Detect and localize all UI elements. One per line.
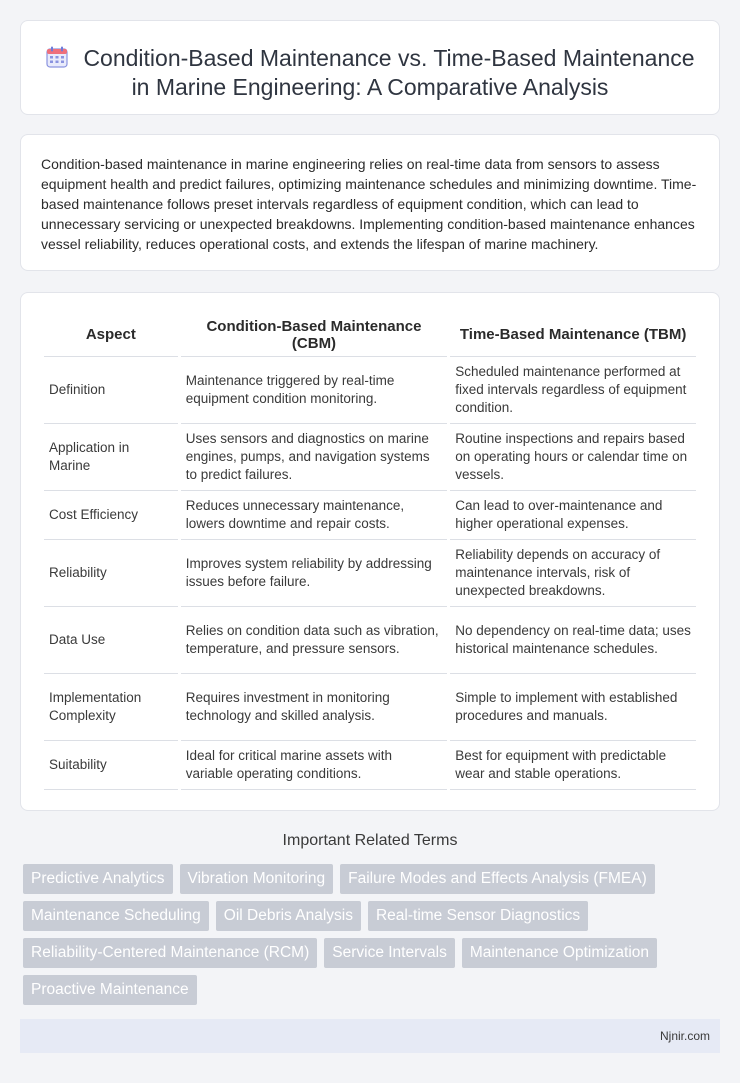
comparison-table-card — [20, 292, 720, 811]
related-term-tag[interactable]: Service Intervals — [324, 938, 455, 968]
header-tbm: Time-Based Maintenance (TBM) — [450, 313, 696, 357]
row-cbm: Improves system reliability by addressing issues before failure. — [181, 540, 448, 607]
table-row — [44, 607, 696, 674]
related-term-tag[interactable]: Proactive Maintenance — [23, 975, 197, 1005]
intro-paragraph: Condition-based maintenance in marine engineering relies on real-time data from sensors to assess equipment health and predict failures, optimizing maintenance schedules and minimizing downtime. Time-based maintenance follows preset intervals regardless of equipment condition, which can lead to unnecessary servicing or unexpected breakdowns. Implementing condition-based maintenance enhances vessel reliability, reduces operational costs, and extends the lifespan of marine machinery. — [41, 156, 697, 252]
related-term-tag[interactable]: Vibration Monitoring — [180, 864, 334, 894]
title-card — [20, 20, 720, 115]
row-aspect: Application in Marine — [44, 424, 178, 491]
row-tbm: Routine inspections and repairs based on operating hours or calendar time on vessels. — [450, 424, 696, 491]
header-cbm: Condition-Based Maintenance (CBM) — [181, 313, 448, 357]
related-term-tag[interactable]: Oil Debris Analysis — [216, 901, 361, 931]
row-aspect: Data Use — [44, 607, 178, 674]
row-aspect: Implementation Complexity — [44, 674, 178, 741]
footer-site-name[interactable]: Njnir.com — [659, 1029, 710, 1043]
row-cbm: Ideal for critical marine assets with variable operating conditions. — [181, 741, 448, 790]
related-term-tag[interactable]: Maintenance Optimization — [462, 938, 657, 968]
row-aspect: Reliability — [44, 540, 178, 607]
row-tbm: Scheduled maintenance performed at fixed intervals regardless of equipment condition. — [450, 357, 696, 424]
table-row — [44, 491, 696, 540]
row-tbm: Reliability depends on accuracy of maintenance intervals, risk of unexpected breakdowns. — [450, 540, 696, 607]
row-cbm: Uses sensors and diagnostics on marine engines, pumps, and navigation systems to predict failures. — [181, 424, 448, 491]
comparison-table — [41, 313, 699, 790]
related-term-tag[interactable]: Reliability-Centered Maintenance (RCM) — [23, 938, 317, 968]
row-aspect: Cost Efficiency — [44, 491, 178, 540]
row-tbm: Simple to implement with established procedures and manuals. — [450, 674, 696, 741]
row-cbm: Relies on condition data such as vibration, temperature, and pressure sensors. — [181, 607, 448, 674]
row-cbm: Requires investment in monitoring technology and skilled analysis. — [181, 674, 448, 741]
table-row — [44, 424, 696, 491]
page-title-text: Condition-Based Maintenance vs. Time-Based Maintenance in Marine Engineering: A Comparative Analysis — [83, 45, 695, 100]
page-title — [41, 44, 699, 102]
row-tbm: No dependency on real-time data; uses historical maintenance schedules. — [450, 607, 696, 674]
row-aspect: Suitability — [44, 741, 178, 790]
related-terms-list — [23, 864, 723, 1005]
row-tbm: Best for equipment with predictable wear and stable operations. — [450, 741, 696, 790]
related-term-tag[interactable]: Predictive Analytics — [23, 864, 173, 894]
calendar-icon — [45, 45, 69, 69]
footer — [20, 1019, 720, 1053]
table-row — [44, 357, 696, 424]
header-aspect: Aspect — [44, 313, 178, 357]
related-term-tag[interactable]: Maintenance Scheduling — [23, 901, 209, 931]
table-row — [44, 674, 696, 741]
related-term-tag[interactable]: Failure Modes and Effects Analysis (FMEA) — [340, 864, 655, 894]
row-cbm: Reduces unnecessary maintenance, lowers downtime and repair costs. — [181, 491, 448, 540]
row-aspect: Definition — [44, 357, 178, 424]
row-cbm: Maintenance triggered by real-time equipment condition monitoring. — [181, 357, 448, 424]
row-tbm: Can lead to over-maintenance and higher operational expenses. — [450, 491, 696, 540]
related-term-tag[interactable]: Real-time Sensor Diagnostics — [368, 901, 588, 931]
intro-card — [20, 134, 720, 271]
table-header-row — [44, 313, 696, 357]
table-row — [44, 540, 696, 607]
related-terms-heading: Important Related Terms — [282, 832, 458, 849]
table-row — [44, 741, 696, 790]
